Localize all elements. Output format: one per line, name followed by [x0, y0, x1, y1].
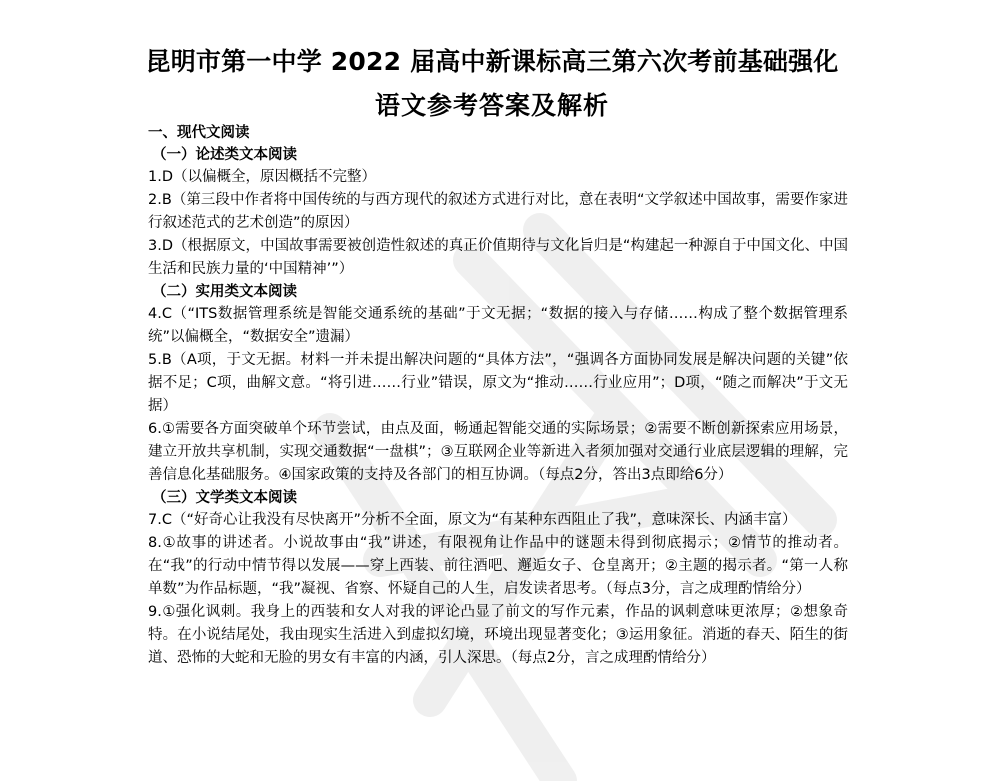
- answer-q8: 8.①故事的讲述者。小说故事由“我”讲述，有限视角让作品中的谜题未得到彻底揭示；②情节的推动者。在“我”的行动中情节得以发展——穿上西装、前往酒吧、邂逅女子、仓皇离开；②主题的揭示者。“第一人称单数”为作品标题，“我”凝视、省察、怀疑自己的人生，启发读者思考。（每点3分，言之成理酌情给分）: [148, 535, 848, 597]
- answer-q2: 2.B（第三段中作者将中国传统的与西方现代的叙述方式进行对比，意在表明“文学叙述中国故事，需要作家进行叙述范式的艺术创造”的原因）: [148, 192, 848, 231]
- section-heading-modern-reading: 一、现代文阅读: [148, 125, 250, 141]
- answer-q6: 6.①需要各方面突破单个环节尝试，由点及面，畅通起智能交通的实际场景；②需要不断创新探索应用场景，建立开放共享机制，实现交通数据“一盘棋”；③互联网企业等新进入者须加强对交通行业底层逻辑的理解，完善信息化基础服务。④国家政策的支持及各部门的相互协调。（每点2分，答出3点即给6分）: [148, 421, 848, 483]
- answer-q9: 9.①强化讽刺。我身上的西装和女人对我的评论凸显了前文的写作元素，作品的讽刺意味更浓厚；②想象奇特。在小说结尾处，我由现实生活进入到虚拟幻境，环境出现显著变化；③运用象征。消逝的春天、陌生的街道、恐怖的大蛇和无脸的男女有丰富的内涵，引人深思。（每点2分，言之成理酌情给分）: [148, 604, 848, 666]
- answer-q7: 7.C（“好奇心让我没有尽快离开”分析不全面，原文为“有某种东西阻止了我”，意味深长、内涵丰富）: [148, 512, 797, 528]
- document-title: 昆明市第一中学 2022 届高中新课标高三第六次考前基础强化: [145, 47, 839, 76]
- answer-content: [148, 122, 848, 670]
- document-subtitle: 语文参考答案及解析: [374, 91, 609, 120]
- subsection-heading-practical: （二）实用类文本阅读: [152, 284, 297, 300]
- answer-q1: 1.D（以偏概全，原因概括不完整）: [148, 169, 376, 185]
- subsection-heading-literary: （三）文学类文本阅读: [152, 490, 297, 506]
- answer-q4: 4.C（“ITS数据管理系统是智能交通系统的基础”于文无据；“数据的接入与存储……构成了整个数据管理系统”以偏概全，“数据安全”遗漏）: [148, 306, 848, 345]
- subsection-heading-argumentative: （一）论述类文本阅读: [152, 147, 297, 163]
- answer-q3: 3.D（根据原文，中国故事需要被创造性叙述的真正价值期待与文化旨归是“构建起一种源自于中国文化、中国生活和民族力量的‘中国精神’”）: [148, 238, 848, 277]
- answer-q5: 5.B（A项，于文无据。材料一并未提出解决问题的“具体方法”，“强调各方面协同发展是解决问题的关键”依据不足；C项，曲解文意。“将引进……行业”错误，原文为“推动……行业应用”；D项，“随之而解决”于文无据）: [148, 352, 848, 414]
